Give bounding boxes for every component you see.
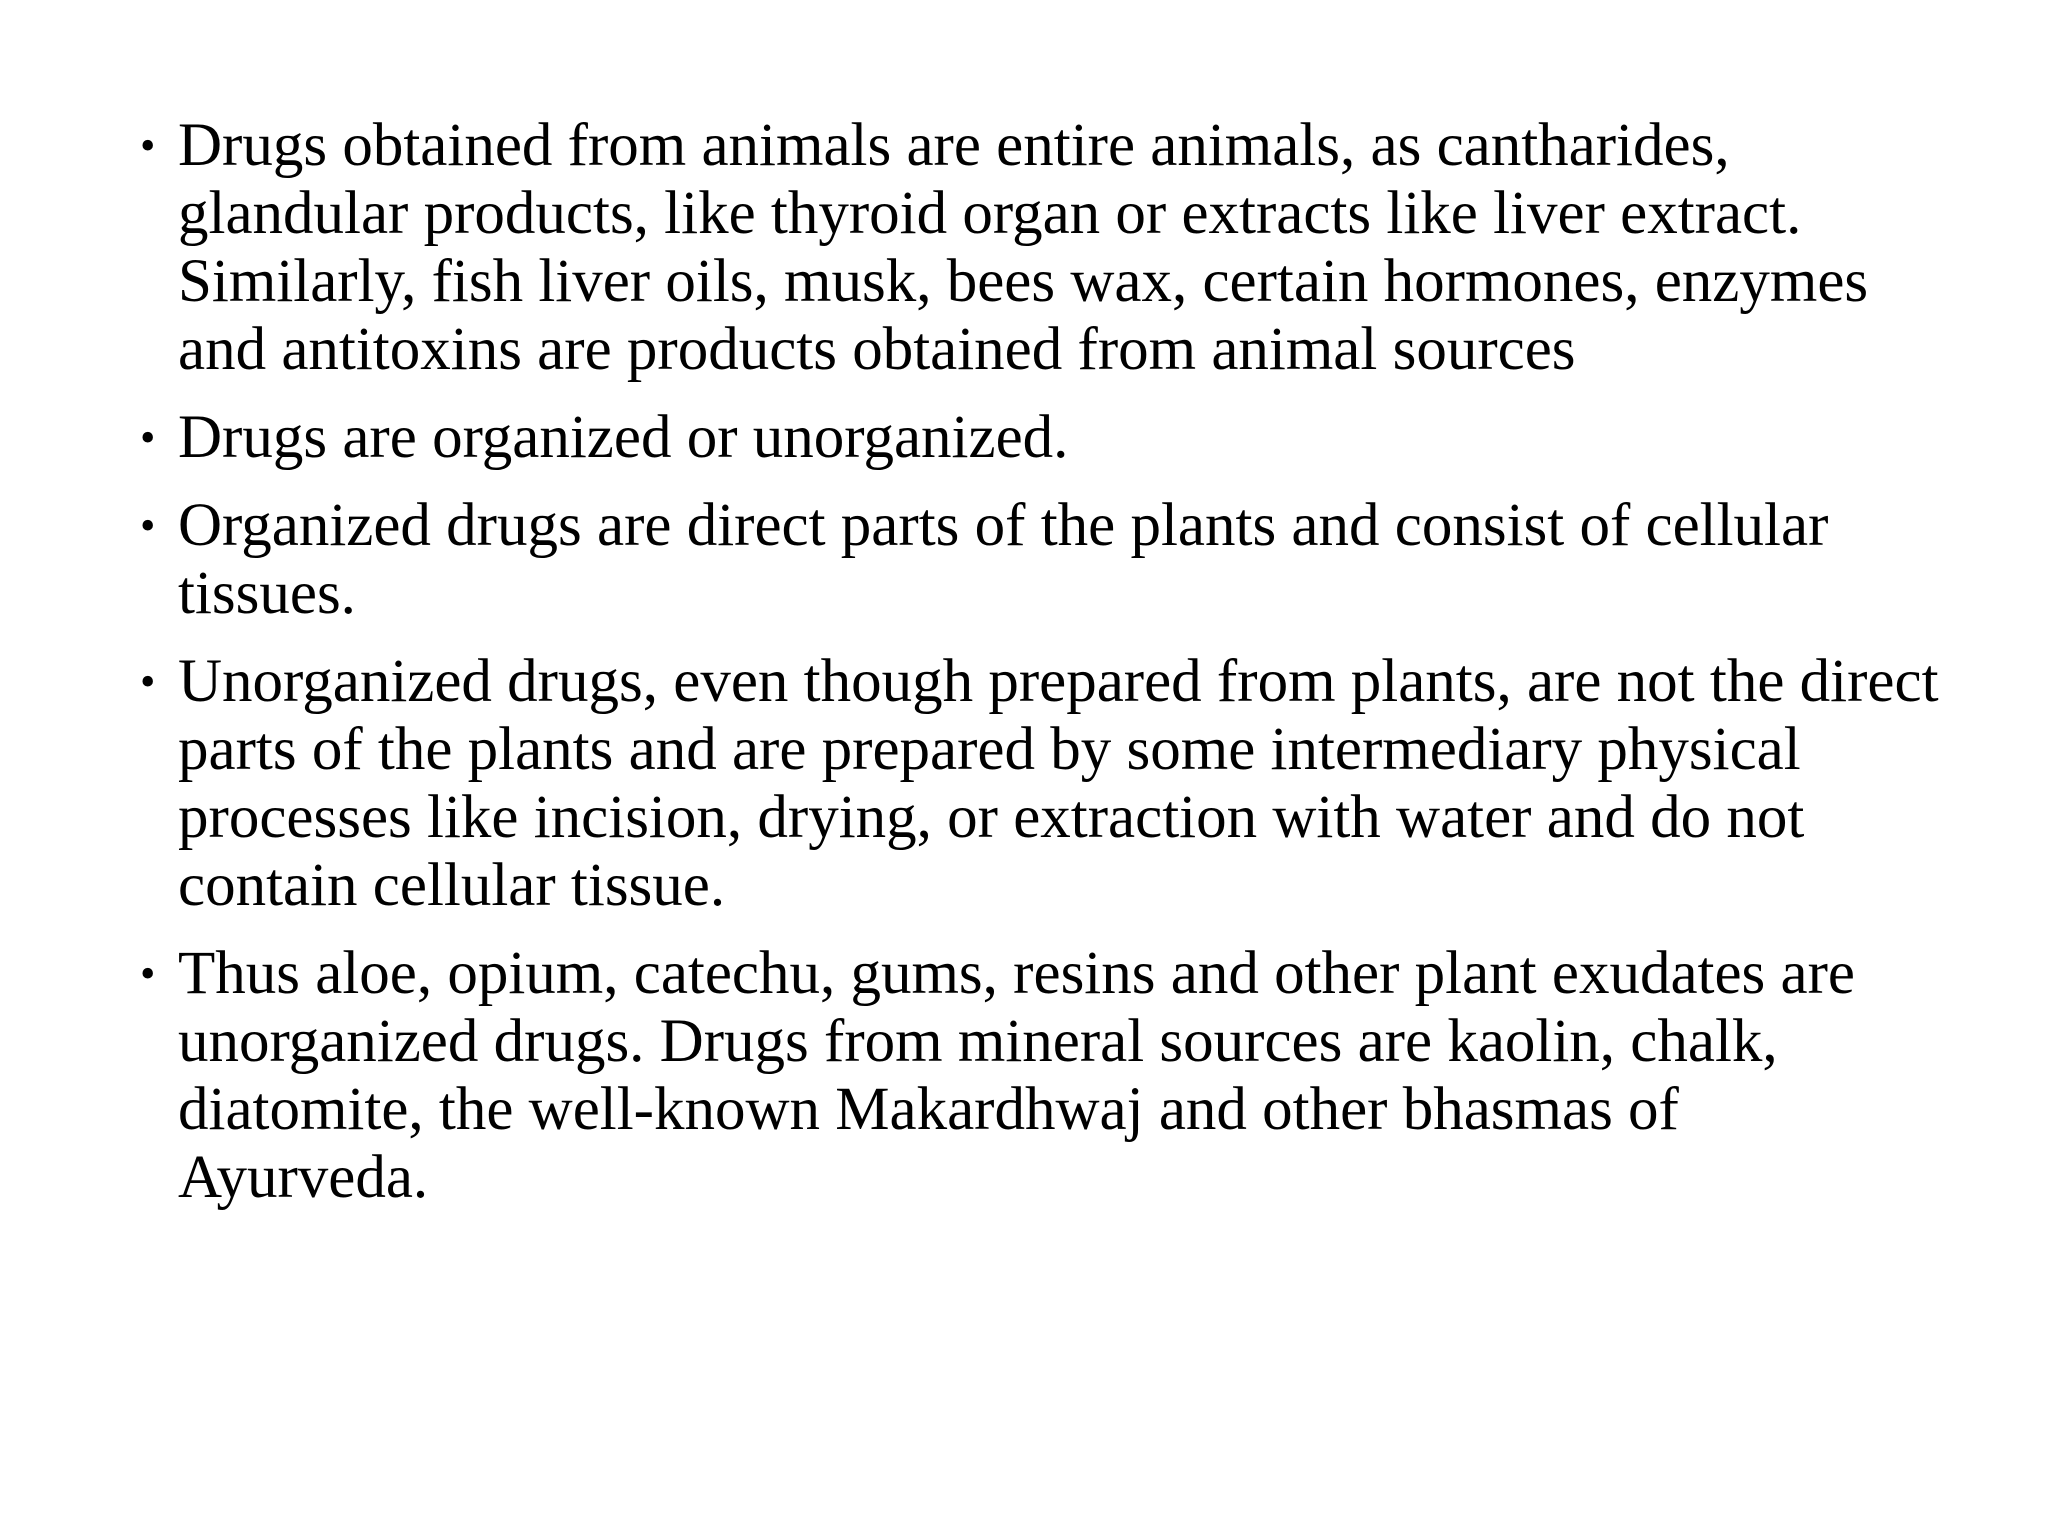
bullet-item-organized-or-unorganized [140,404,1940,472]
bullet-marker: • [140,501,156,550]
bullet-marker: • [140,121,156,170]
bullet-list [140,112,1940,1232]
bullet-text: Thus aloe, opium, catechu, gums, resins and other plant exudates are unorganized drugs. Drugs from mineral sources are kaolin, chalk, diatomite, the well-known Makardhwaj and other bhasmas of Ayurveda. [178,940,1855,1211]
bullet-item-organized-drugs [140,492,1940,628]
bullet-marker: • [140,657,156,706]
bullet-item-animal-drugs [140,112,1940,384]
bullet-text: Organized drugs are direct parts of the plants and consist of cellular tissues. [178,492,1829,627]
bullet-item-unorganized-drugs [140,648,1940,920]
bullet-item-examples-and-minerals [140,940,1940,1212]
bullet-text: Unorganized drugs, even though prepared from plants, are not the direct parts of the plants and are prepared by some intermediary physical processes like incision, drying, or extraction with water and do not contain cellular tissue. [178,648,1939,919]
bullet-text: Drugs are organized or unorganized. [178,404,1069,471]
bullet-marker: • [140,413,156,462]
bullet-marker: • [140,949,156,998]
bullet-text: Drugs obtained from animals are entire animals, as cantharides, glandular products, like thyroid organ or extracts like liver extract. Similarly, fish liver oils, musk, bees wax, certain hormones, enzymes and antitoxins are products obtained from animal sources [178,112,1869,383]
